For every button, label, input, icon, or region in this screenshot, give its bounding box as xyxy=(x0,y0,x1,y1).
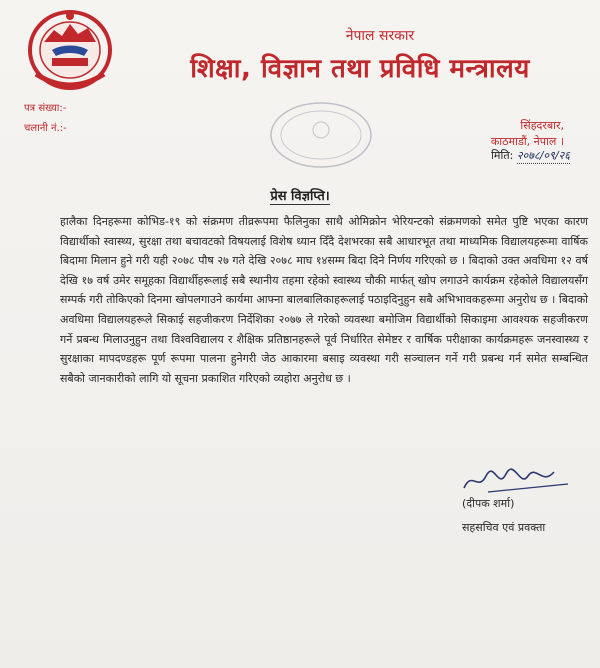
press-release-body: हालैका दिनहरूमा कोभिड-१९ को संक्रमण तीव्ररूपमा फैलिनुका साथै ओमिक्रोन भेरियन्टको संक्रमणको समेत पुष्टि भएका कारण विद्यार्थीको स्वास्थ्य, सुरक्षा तथा बचावटको विषयलाई विशेष ध्यान दिँदै देशभरका सबै आधारभूत तथा माध्यमिक विद्यालयहरूमा वार्षिक बिदामा मिलान हुने गरी यही २०७८ पौष २७ गते देखि २०७८ माघ १४सम्म बिदा दिने निर्णय गरिएको छ । बिदाको उक्त अवधिमा १२ वर्ष देखि १७ वर्ष उमेर समूहका विद्यार्थीहरूलाई सबै स्थानीय तहमा रहेको स्वास्थ्य चौकी मार्फत् खोप लगाउने कार्यक्रम रहेकोले विद्यालयसँग सम्पर्क गरी तोकिएको दिनमा खोपलगाउने कार्यमा आफ्ना बालबालिकाहरूलाई पठाइदिनुहुन सबै अभिभावकहरूमा अनुरोध छ । बिदाको अवधिमा विद्यालयहरूले सिकाई सहजीकरण निर्देशिका २०७७ ले गरेको व्यवस्था बमोजिम विद्यार्थीको सिकाइमा आवश्यक सहजीकरण गर्ने प्रबन्ध मिलाउनुहुन तथा विश्वविद्यालय र शैक्षिक प्रतिष्ठानहरूले पूर्व निर्धारित सेमेष्टर र वार्षिक परीक्षाका कार्यक्रमहरू जनस्वास्थ्य र सुरक्षाका मापदण्डहरू पूर्ण रूपमा पालना हुनेगरी जेठ आकारमा बसाइ व्यवस्था गरी सञ्चालन गर्ने गरी प्रबन्ध गर्न समेत सम्बन्धित सबैको जानकारीको लागि यो सूचना प्रकाशित गरिएको व्यहोरा अनुरोध छ । xyxy=(60,215,588,385)
address-line-1: सिंहदरबार, xyxy=(520,119,564,132)
date-value: २०७८/०९/२६ xyxy=(516,149,570,162)
signatory-name: (दीपक शर्मा) xyxy=(462,497,515,510)
signatory-role: सहसचिव एवं प्रवक्ता xyxy=(462,521,546,534)
nepal-emblem-icon xyxy=(22,4,118,94)
office-stamp-icon xyxy=(266,100,376,170)
dispatch-number-label: चलानी नं.:- xyxy=(24,123,67,134)
government-name: नेपाल सरकार xyxy=(345,28,415,44)
office-address xyxy=(491,118,564,150)
letter-number-label: पत्र संख्या:- xyxy=(24,103,67,114)
ministry-name: शिक्षा, विज्ञान तथा प्रविधि मन्त्रालय xyxy=(190,54,530,84)
date-line xyxy=(491,148,570,164)
date-label: मिति: xyxy=(491,149,514,162)
title-text: प्रेस विज्ञप्ति। xyxy=(270,189,330,204)
letterhead xyxy=(130,26,590,85)
press-release-title xyxy=(0,186,600,204)
address-line-2: काठमाडौं, नेपाल । xyxy=(490,135,564,148)
signature-scribble-icon xyxy=(458,462,578,496)
